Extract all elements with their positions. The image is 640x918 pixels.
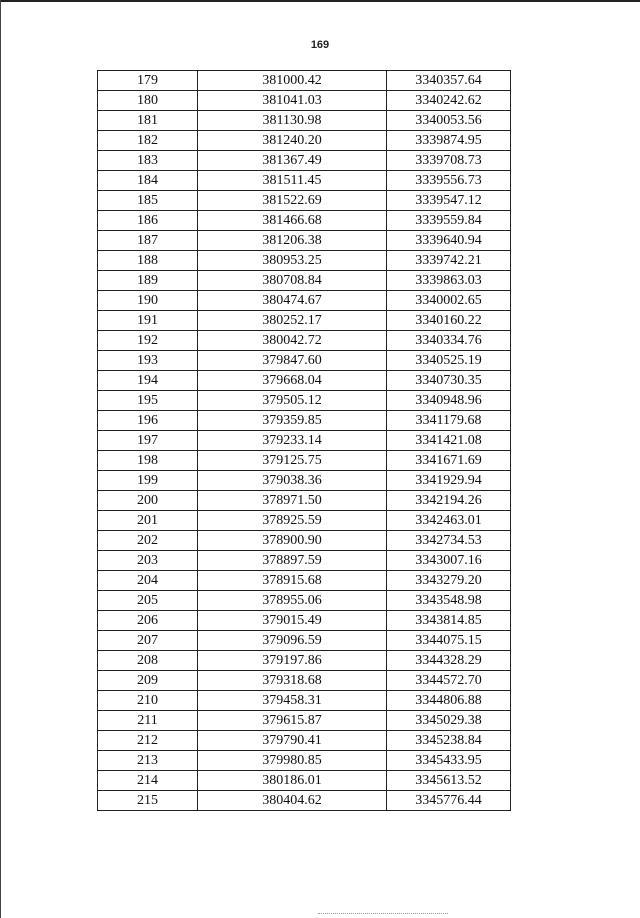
point-number-cell: 195	[98, 391, 198, 411]
table-row	[98, 411, 511, 431]
point-number-cell: 181	[98, 111, 198, 131]
table-row	[98, 631, 511, 651]
table-row	[98, 751, 511, 771]
y-coordinate-cell: 3341671.69	[387, 451, 511, 471]
page-edge-left	[0, 0, 1, 918]
x-coordinate-cell: 380186.01	[198, 771, 387, 791]
table-row	[98, 291, 511, 311]
point-number-cell: 189	[98, 271, 198, 291]
x-coordinate-cell: 380708.84	[198, 271, 387, 291]
table-row	[98, 351, 511, 371]
table-row	[98, 271, 511, 291]
y-coordinate-cell: 3345238.84	[387, 731, 511, 751]
table-row	[98, 531, 511, 551]
table-row	[98, 731, 511, 751]
point-number-cell: 202	[98, 531, 198, 551]
x-coordinate-cell: 379615.87	[198, 711, 387, 731]
point-number-cell: 215	[98, 791, 198, 811]
coordinate-table	[97, 70, 511, 811]
y-coordinate-cell: 3339708.73	[387, 151, 511, 171]
point-number-cell: 204	[98, 571, 198, 591]
point-number-cell: 214	[98, 771, 198, 791]
point-number-cell: 190	[98, 291, 198, 311]
x-coordinate-cell: 380042.72	[198, 331, 387, 351]
x-coordinate-cell: 381206.38	[198, 231, 387, 251]
table-row	[98, 311, 511, 331]
point-number-cell: 196	[98, 411, 198, 431]
point-number-cell: 194	[98, 371, 198, 391]
x-coordinate-cell: 380474.67	[198, 291, 387, 311]
x-coordinate-cell: 379038.36	[198, 471, 387, 491]
point-number-cell: 179	[98, 71, 198, 91]
point-number-cell: 186	[98, 211, 198, 231]
x-coordinate-cell: 381367.49	[198, 151, 387, 171]
x-coordinate-cell: 379505.12	[198, 391, 387, 411]
point-number-cell: 203	[98, 551, 198, 571]
y-coordinate-cell: 3344572.70	[387, 671, 511, 691]
y-coordinate-cell: 3342194.26	[387, 491, 511, 511]
y-coordinate-cell: 3340948.96	[387, 391, 511, 411]
y-coordinate-cell: 3343279.20	[387, 571, 511, 591]
x-coordinate-cell: 378915.68	[198, 571, 387, 591]
table-row	[98, 611, 511, 631]
x-coordinate-cell: 378897.59	[198, 551, 387, 571]
table-row	[98, 691, 511, 711]
point-number-cell: 208	[98, 651, 198, 671]
point-number-cell: 183	[98, 151, 198, 171]
y-coordinate-cell: 3344806.88	[387, 691, 511, 711]
x-coordinate-cell: 379197.86	[198, 651, 387, 671]
x-coordinate-cell: 381130.98	[198, 111, 387, 131]
x-coordinate-cell: 380953.25	[198, 251, 387, 271]
x-coordinate-cell: 380252.17	[198, 311, 387, 331]
x-coordinate-cell: 379790.41	[198, 731, 387, 751]
y-coordinate-cell: 3343007.16	[387, 551, 511, 571]
point-number-cell: 188	[98, 251, 198, 271]
x-coordinate-cell: 378971.50	[198, 491, 387, 511]
x-coordinate-cell: 379015.49	[198, 611, 387, 631]
y-coordinate-cell: 3340242.62	[387, 91, 511, 111]
y-coordinate-cell: 3340357.64	[387, 71, 511, 91]
table-row	[98, 451, 511, 471]
y-coordinate-cell: 3339874.95	[387, 131, 511, 151]
y-coordinate-cell: 3340160.22	[387, 311, 511, 331]
x-coordinate-cell: 380404.62	[198, 791, 387, 811]
x-coordinate-cell: 381522.69	[198, 191, 387, 211]
table-row	[98, 151, 511, 171]
x-coordinate-cell: 381466.68	[198, 211, 387, 231]
y-coordinate-cell: 3340525.19	[387, 351, 511, 371]
y-coordinate-cell: 3344075.15	[387, 631, 511, 651]
table-row	[98, 251, 511, 271]
table-row	[98, 371, 511, 391]
y-coordinate-cell: 3345613.52	[387, 771, 511, 791]
point-number-cell: 207	[98, 631, 198, 651]
y-coordinate-cell: 3342734.53	[387, 531, 511, 551]
table-row	[98, 91, 511, 111]
point-number-cell: 185	[98, 191, 198, 211]
y-coordinate-cell: 3343548.98	[387, 591, 511, 611]
x-coordinate-cell: 379096.59	[198, 631, 387, 651]
point-number-cell: 211	[98, 711, 198, 731]
x-coordinate-cell: 378955.06	[198, 591, 387, 611]
point-number-cell: 199	[98, 471, 198, 491]
y-coordinate-cell: 3343814.85	[387, 611, 511, 631]
y-coordinate-cell: 3339742.21	[387, 251, 511, 271]
table-row	[98, 71, 511, 91]
point-number-cell: 210	[98, 691, 198, 711]
page-edge-top	[0, 0, 640, 2]
table-row	[98, 171, 511, 191]
table-row	[98, 231, 511, 251]
table-row	[98, 791, 511, 811]
y-coordinate-cell: 3345433.95	[387, 751, 511, 771]
table-row	[98, 391, 511, 411]
y-coordinate-cell: 3341929.94	[387, 471, 511, 491]
point-number-cell: 200	[98, 491, 198, 511]
y-coordinate-cell: 3340053.56	[387, 111, 511, 131]
table-row	[98, 331, 511, 351]
table-row	[98, 671, 511, 691]
point-number-cell: 201	[98, 511, 198, 531]
scan-artifact-dots	[318, 913, 448, 915]
x-coordinate-cell: 378925.59	[198, 511, 387, 531]
point-number-cell: 209	[98, 671, 198, 691]
table-row	[98, 591, 511, 611]
y-coordinate-cell: 3344328.29	[387, 651, 511, 671]
x-coordinate-cell: 379318.68	[198, 671, 387, 691]
table-row	[98, 651, 511, 671]
table-row	[98, 111, 511, 131]
y-coordinate-cell: 3345029.38	[387, 711, 511, 731]
x-coordinate-cell: 379668.04	[198, 371, 387, 391]
x-coordinate-cell: 379458.31	[198, 691, 387, 711]
x-coordinate-cell: 379980.85	[198, 751, 387, 771]
table-row	[98, 491, 511, 511]
table-row	[98, 431, 511, 451]
point-number-cell: 180	[98, 91, 198, 111]
x-coordinate-cell: 379359.85	[198, 411, 387, 431]
table-row	[98, 571, 511, 591]
table-row	[98, 211, 511, 231]
x-coordinate-cell: 379233.14	[198, 431, 387, 451]
y-coordinate-cell: 3345776.44	[387, 791, 511, 811]
x-coordinate-cell: 381511.45	[198, 171, 387, 191]
y-coordinate-cell: 3341421.08	[387, 431, 511, 451]
y-coordinate-cell: 3339640.94	[387, 231, 511, 251]
point-number-cell: 193	[98, 351, 198, 371]
table-row	[98, 711, 511, 731]
y-coordinate-cell: 3341179.68	[387, 411, 511, 431]
table-row	[98, 551, 511, 571]
point-number-cell: 191	[98, 311, 198, 331]
x-coordinate-cell: 381041.03	[198, 91, 387, 111]
y-coordinate-cell: 3340002.65	[387, 291, 511, 311]
point-number-cell: 205	[98, 591, 198, 611]
y-coordinate-cell: 3340334.76	[387, 331, 511, 351]
x-coordinate-cell: 379847.60	[198, 351, 387, 371]
table-row	[98, 511, 511, 531]
point-number-cell: 184	[98, 171, 198, 191]
point-number-cell: 198	[98, 451, 198, 471]
point-number-cell: 187	[98, 231, 198, 251]
y-coordinate-cell: 3339863.03	[387, 271, 511, 291]
x-coordinate-cell: 378900.90	[198, 531, 387, 551]
table-row	[98, 471, 511, 491]
point-number-cell: 192	[98, 331, 198, 351]
point-number-cell: 212	[98, 731, 198, 751]
table-row	[98, 131, 511, 151]
point-number-cell: 182	[98, 131, 198, 151]
coordinate-table-body	[98, 71, 511, 811]
page-number: 169	[310, 39, 330, 51]
x-coordinate-cell: 381000.42	[198, 71, 387, 91]
x-coordinate-cell: 379125.75	[198, 451, 387, 471]
y-coordinate-cell: 3342463.01	[387, 511, 511, 531]
y-coordinate-cell: 3339556.73	[387, 171, 511, 191]
point-number-cell: 213	[98, 751, 198, 771]
table-row	[98, 771, 511, 791]
y-coordinate-cell: 3339547.12	[387, 191, 511, 211]
y-coordinate-cell: 3340730.35	[387, 371, 511, 391]
point-number-cell: 206	[98, 611, 198, 631]
point-number-cell: 197	[98, 431, 198, 451]
y-coordinate-cell: 3339559.84	[387, 211, 511, 231]
table-row	[98, 191, 511, 211]
x-coordinate-cell: 381240.20	[198, 131, 387, 151]
